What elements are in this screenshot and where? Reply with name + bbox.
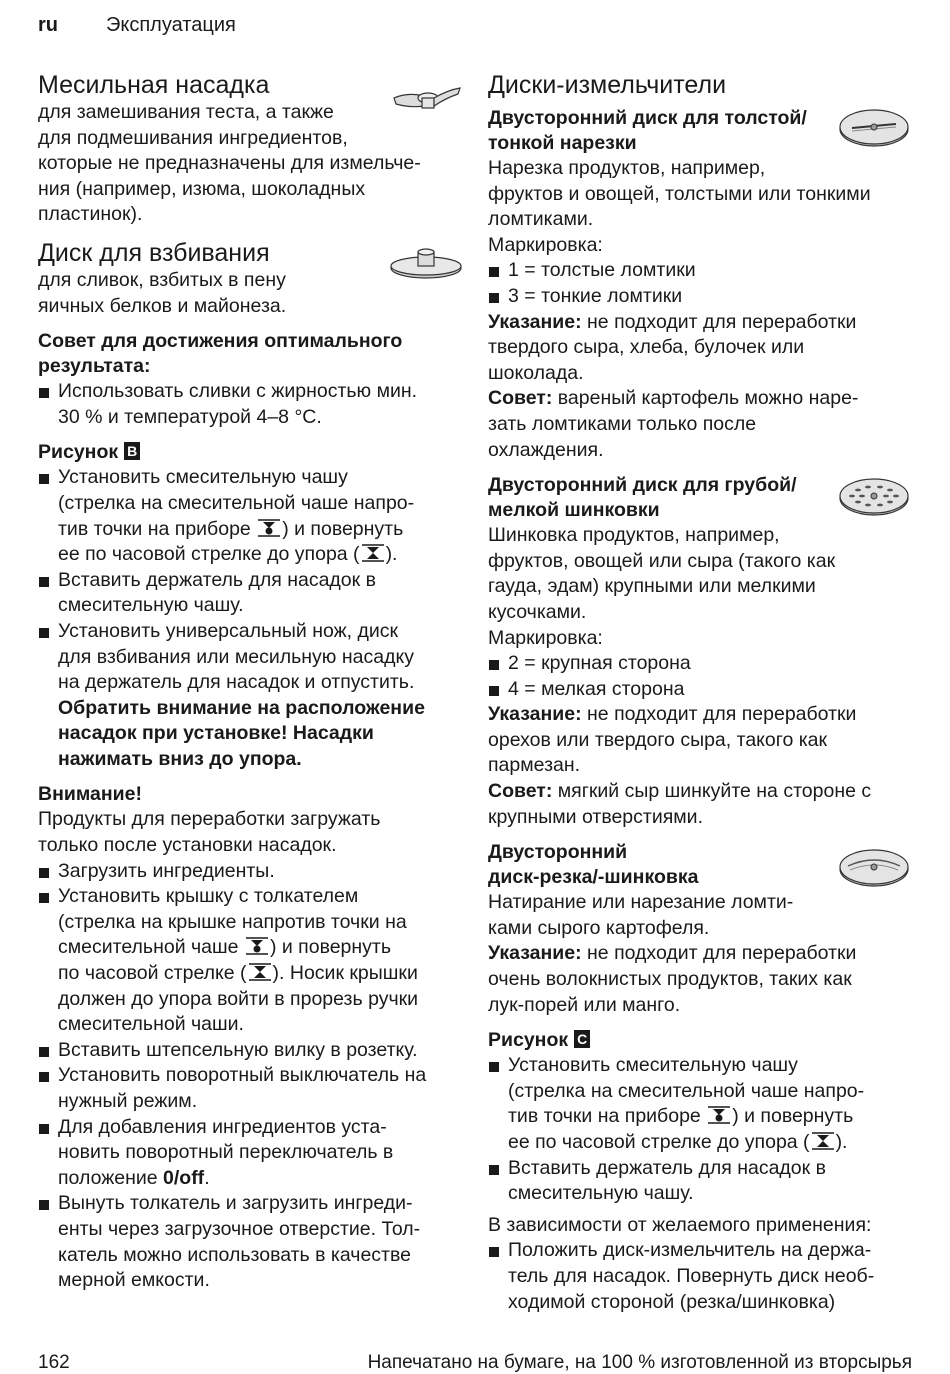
slice-note: Указание: не подходит для переработки	[488, 310, 857, 333]
slice-title: Двусторонний диск для толстой/	[488, 107, 807, 129]
attention-step: Установить крышку с толкателем (стрелка на крышке напротив точки на смесительной чаше ) и повернуть по часовой стрелке ( ). Носик крышки должен до упора войти в прорезь ручки смесительной чаши.	[38, 884, 464, 1038]
shred-note: пармезан.	[488, 754, 581, 777]
shred-line: кусочками.	[488, 600, 587, 623]
kneading-line: которые не предназначены для измельче-	[38, 152, 421, 175]
language-code: ru	[38, 14, 58, 36]
tip-title: результата:	[38, 355, 151, 378]
slice-line: фруктов и овощей, толстыми или тонкими	[488, 182, 871, 205]
arrow-lock-symbol-icon	[247, 962, 273, 982]
attention-step: Установить поворотный выключатель на нужный режим.	[38, 1063, 464, 1114]
figure-c-step: Положить диск-измельчитель на держа- тель для насадок. Повернуть диск необ- ходимой стороной (резка/шинковка)	[488, 1238, 914, 1315]
kneading-section	[38, 70, 464, 228]
figure-c-section	[488, 1028, 914, 1315]
kneading-line: пластинок).	[38, 203, 143, 226]
whisk-line: яичных белков и майонеза.	[38, 294, 287, 317]
left-column	[38, 70, 464, 1294]
right-column	[488, 70, 914, 1315]
attention-section	[38, 782, 464, 1293]
slice-marking: 3 = тонкие ломтики	[488, 284, 914, 310]
figure-c-badge: C	[574, 1030, 590, 1048]
figure-c-title: Рисунок C	[488, 1028, 914, 1053]
grate-title: диск-резка/-шинковка	[488, 866, 699, 889]
grate-note: Указание: не подходит для переработки	[488, 942, 857, 965]
shred-line: Шинковка продуктов, например,	[488, 524, 780, 547]
arrow-lock-symbol-icon	[810, 1131, 836, 1151]
shred-title: мелкой шинковки	[488, 499, 660, 522]
kneading-line: для замешивания теста, а также	[38, 101, 334, 123]
shred-marking: 2 = крупная сторона	[488, 651, 914, 677]
kneading-tool-icon	[388, 84, 464, 114]
discs-title: Диски-измельчители	[488, 71, 727, 99]
shred-note: орехов или твердого сыра, такого как	[488, 728, 828, 751]
figure-b-section	[38, 440, 464, 772]
slice-line: Нарезка продуктов, например,	[488, 157, 766, 179]
figure-b-step: Установить универсальный нож, диск для взбивания или месильную насадку на держатель для насадок и отпустить. Обратить внимание на расположение насадок при установке! Насадки нажимать вниз до упора.	[38, 619, 464, 773]
figure-b-step: Установить смесительную чашу (стрелка на смесительной чаше напро- тив точки на приборе ) и повернуть ее по часовой стрелке до упора ( ).	[38, 465, 464, 567]
grating-disc-icon	[838, 846, 910, 888]
grate-note: лук-порей или манго.	[488, 993, 681, 1016]
grate-title: Двусторонний	[488, 841, 628, 864]
shred-note: Указание: не подходит для переработки	[488, 703, 857, 726]
attention-line: только после установки насадок.	[38, 834, 337, 857]
slice-tip: охлаждения.	[488, 438, 604, 461]
grate-line: Натирание или нарезание ломти-	[488, 891, 794, 914]
kneading-line: ния (например, изюма, шоколадных	[38, 177, 366, 200]
kneading-title: Месильная насадка	[38, 71, 270, 99]
grate-line: ками сырого картофеля.	[488, 916, 710, 939]
slice-section	[488, 106, 914, 463]
shred-tip: крупными отверстиями.	[488, 805, 703, 828]
slice-tip: зать ломтиками только после	[488, 412, 757, 435]
whisk-disc-icon	[388, 246, 464, 282]
attention-step: Вынуть толкатель и загрузить ингреди- енты через загрузочное отверстие. Тол- катель можно использовать в качестве мерной емкости.	[38, 1191, 464, 1293]
tip-section	[38, 329, 464, 430]
attention-step: Загрузить ингредиенты.	[38, 859, 464, 885]
shred-line: Маркировка:	[488, 626, 603, 649]
kneading-line: для подмешивания ингредиентов,	[38, 126, 348, 149]
shred-title: Двусторонний диск для грубой/	[488, 474, 797, 497]
slicing-disc-icon	[838, 106, 910, 148]
whisk-section	[38, 238, 464, 319]
slice-line: Маркировка:	[488, 233, 603, 256]
slice-note: шоколада.	[488, 361, 584, 384]
arrow-lock-symbol-icon	[360, 543, 386, 563]
recycled-paper-note: Напечатано на бумаге, на 100 % изготовленной из вторсырья	[367, 1352, 912, 1373]
slice-tip: Совет: вареный картофель можно наре-	[488, 387, 859, 410]
arrow-dot-symbol-icon	[244, 936, 270, 956]
slice-title: тонкой нарезки	[488, 132, 637, 154]
attention-title: Внимание!	[38, 783, 142, 806]
arrow-dot-symbol-icon	[706, 1105, 732, 1125]
figure-b-title: Рисунок B	[38, 440, 464, 465]
shred-line: фруктов, овощей или сыра (такого как	[488, 549, 836, 572]
slice-marking: 1 = толстые ломтики	[488, 258, 914, 284]
figure-c-step: Вставить держатель для насадок в смесительную чашу.	[488, 1156, 914, 1207]
tip-bullet: Использовать сливки с жирностью мин. 30 % и температурой 4–8 °C.	[38, 379, 464, 430]
figure-b-step: Вставить держатель для насадок в смесительную чашу.	[38, 568, 464, 619]
shred-marking: 4 = мелкая сторона	[488, 677, 914, 703]
grate-section	[488, 840, 914, 1018]
shredding-disc-icon	[838, 475, 910, 517]
slice-note: твердого сыра, хлеба, булочек или	[488, 336, 805, 359]
shred-section	[488, 473, 914, 830]
slice-line: ломтиками.	[488, 208, 594, 231]
whisk-line: для сливок, взбитых в пену	[38, 268, 286, 291]
page-header	[38, 14, 236, 37]
page-number: 162	[38, 1352, 70, 1373]
arrow-dot-symbol-icon	[256, 518, 282, 538]
grate-note: очень волокнистых продуктов, таких как	[488, 968, 852, 991]
shred-line: гауда, эдам) крупными или мелкими	[488, 575, 816, 598]
attention-line: Продукты для переработки загружать	[38, 808, 381, 831]
attention-step: Вставить штепсельную вилку в розетку.	[38, 1038, 464, 1064]
section-title: Эксплуатация	[106, 14, 236, 36]
tip-title: Совет для достижения оптимального	[38, 330, 403, 353]
figure-c-intro: В зависимости от желаемого применения:	[488, 1213, 872, 1236]
whisk-title: Диск для взбивания	[38, 238, 270, 267]
figure-b-badge: B	[124, 442, 140, 460]
attention-step: Для добавления ингредиентов уста- новить поворотный переключатель в положение 0/off.	[38, 1115, 464, 1192]
figure-c-step: Установить смесительную чашу (стрелка на смесительной чаше напро- тив точки на приборе ) и повернуть ее по часовой стрелке до упора ( ).	[488, 1053, 914, 1155]
shred-tip: Совет: мягкий сыр шинкуйте на стороне с	[488, 780, 872, 803]
